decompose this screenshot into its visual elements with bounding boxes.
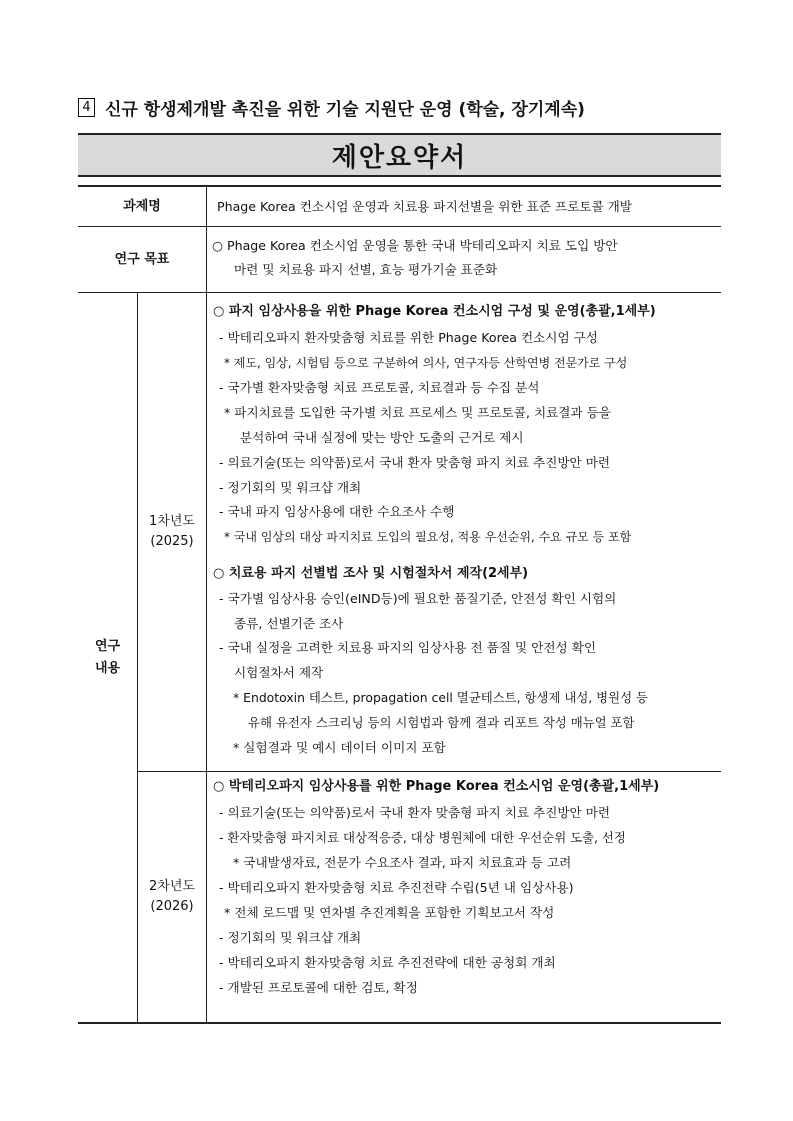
document-banner: 제안요약서 bbox=[78, 133, 721, 177]
content-label-line-2: 내용 bbox=[94, 660, 121, 676]
year1-line: - 국내 실정을 고려한 치료용 파지의 임상사용 전 품질 및 안전성 확인 bbox=[219, 640, 597, 655]
year2-line: - 박테리오파지 환자맞춤형 치료 추진전략 수립(5년 내 임상사용) bbox=[219, 880, 574, 895]
year1-line: ○ 파지 임상사용을 위한 Phage Korea 컨소시엄 구성 및 운영(총괄,1세부) bbox=[213, 304, 656, 319]
year-divider bbox=[138, 771, 721, 772]
year1-line: - 의료기술(또는 의약품)로서 국내 환자 맞춤형 파지 치료 추진방안 마련 bbox=[219, 455, 611, 470]
table-bottom-border bbox=[78, 1022, 721, 1024]
project-name-value: Phage Korea 컨소시엄 운영과 치료용 파지선별을 위한 표준 프로토콜 개발 bbox=[217, 199, 632, 214]
year1-name: 1차년도 bbox=[149, 514, 195, 529]
year1-line: - 정기회의 및 워크샵 개최 bbox=[219, 480, 362, 495]
year1-line: * 실험결과 및 예시 데이터 이미지 포함 bbox=[233, 740, 446, 755]
year1-year: (2025) bbox=[150, 534, 194, 549]
year2-line: - 박테리오파지 환자맞춤형 치료 추진전략에 대한 공청회 개최 bbox=[219, 955, 556, 970]
year1-line: - 국내 파지 임상사용에 대한 수요조사 수행 bbox=[219, 504, 455, 519]
year2-line: * 국내발생자료, 전문가 수요조사 결과, 파지 치료효과 등 고려 bbox=[233, 855, 572, 870]
year1-line: * 제도, 임상, 시험팀 등으로 구분하여 의사, 연구자등 산학연병 전문가로 구성 bbox=[224, 356, 628, 370]
year1-line: - 국가별 환자맞춤형 치료 프로토콜, 치료결과 등 수집 분석 bbox=[219, 380, 540, 395]
goal-line-2: 마련 및 치료용 파지 선별, 효능 평가기술 표준화 bbox=[234, 262, 498, 277]
year1-line: 종류, 선별기준 조사 bbox=[234, 616, 344, 631]
year1-line: - 박테리오파지 환자맞춤형 치료를 위한 Phage Korea 컨소시엄 구성 bbox=[219, 330, 598, 345]
section-title: 신규 항생제개발 촉진을 위한 기술 지원단 운영 (학술, 장기계속) bbox=[105, 99, 585, 120]
column-divider-main bbox=[206, 186, 207, 1023]
year2-line: - 환자맞춤형 파지치료 대상적응증, 대상 병원체에 대한 우선순위 도출, 선정 bbox=[219, 830, 626, 845]
year2-name: 2차년도 bbox=[149, 879, 195, 894]
year1-line: * Endotoxin 테스트, propagation cell 멸균테스트, 항생제 내성, 병원성 등 bbox=[233, 690, 648, 705]
year1-label bbox=[138, 293, 206, 771]
year2-line: - 의료기술(또는 의약품)로서 국내 환자 맞춤형 파지 치료 추진방안 마련 bbox=[219, 805, 611, 820]
year2-line: * 전체 로드맵 및 연차별 추진계획을 포함한 기획보고서 작성 bbox=[224, 905, 555, 920]
goal-line-1: ○ Phage Korea 컨소시엄 운영을 통한 국내 박테리오파지 치료 도입 방안 bbox=[212, 238, 618, 253]
year2-line: ○ 박테리오파지 임상사용를 위한 Phage Korea 컨소시엄 운영(총괄,1세부) bbox=[213, 779, 660, 794]
year1-line: ○ 치료용 파지 선별법 조사 및 시험절차서 제작(2세부) bbox=[213, 566, 529, 581]
goal-label: 연구 목표 bbox=[114, 251, 170, 267]
year2-year: (2026) bbox=[150, 899, 194, 914]
project-name-label: 과제명 bbox=[123, 198, 161, 214]
year2-line: - 정기회의 및 워크샵 개최 bbox=[219, 930, 362, 945]
year2-label bbox=[138, 772, 206, 1022]
year1-line: - 국가별 임상사용 승인(eIND등)에 필요한 품질기준, 안전성 확인 시험의 bbox=[219, 591, 617, 606]
year1-line: * 국내 임상의 대상 파지치료 도입의 필요성, 적용 우선순위, 수요 규모 등 포함 bbox=[224, 530, 632, 544]
year1-line: 분석하여 국내 실정에 맞는 방안 도출의 근거로 제시 bbox=[240, 430, 524, 445]
section-heading bbox=[78, 94, 738, 120]
year2-line: - 개발된 프로토콜에 대한 검토, 확정 bbox=[219, 980, 418, 995]
content-label-line-1: 연구 bbox=[94, 638, 121, 654]
year1-line: 시험절차서 제작 bbox=[234, 665, 324, 680]
content-label bbox=[78, 293, 137, 1022]
year1-line: 유해 유전자 스크리닝 등의 시험법과 함께 결과 리포트 작성 매뉴얼 포함 bbox=[248, 715, 635, 730]
year1-line: * 파지치료를 도입한 국가별 치료 프로세스 및 프로토콜, 치료결과 등을 bbox=[224, 405, 611, 420]
section-number: 4 bbox=[78, 98, 95, 117]
